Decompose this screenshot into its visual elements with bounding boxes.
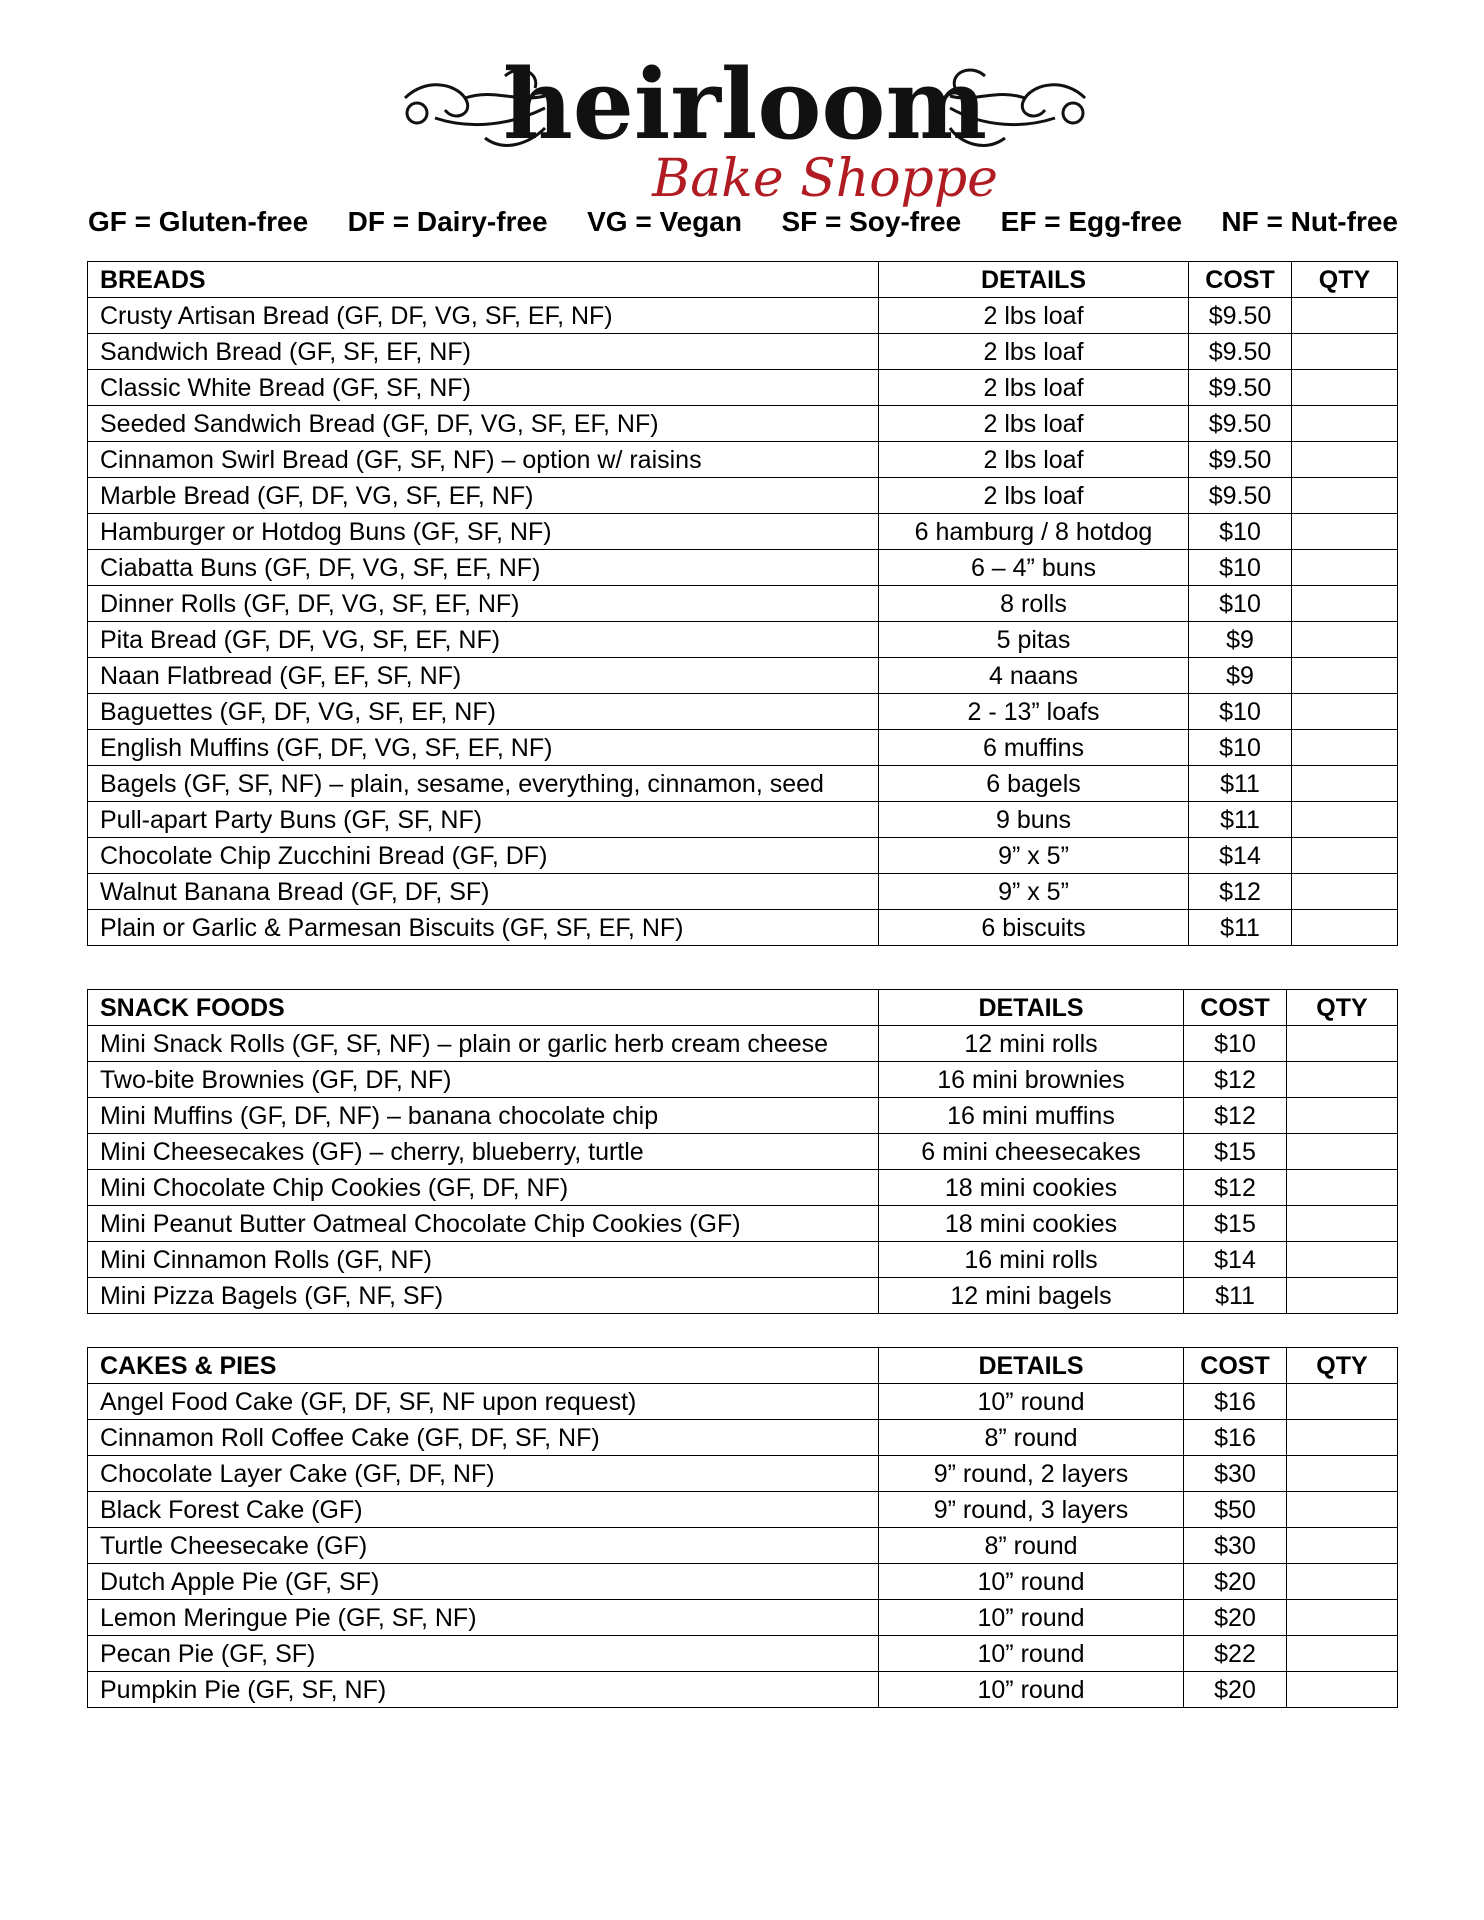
- item-details: 4 naans: [879, 658, 1189, 694]
- item-name: Black Forest Cake (GF): [88, 1492, 879, 1528]
- item-details: 8 rolls: [879, 586, 1189, 622]
- item-name: Chocolate Layer Cake (GF, DF, NF): [88, 1456, 879, 1492]
- legend-gluten-free: GF = Gluten-free: [88, 206, 309, 237]
- item-details: 5 pitas: [879, 622, 1189, 658]
- table-row: [88, 478, 1398, 514]
- item-details: 2 - 13” loafs: [879, 694, 1189, 730]
- item-name: Crusty Artisan Bread (GF, DF, VG, SF, EF, NF): [88, 298, 879, 334]
- item-qty-field[interactable]: [1287, 1062, 1398, 1098]
- item-cost: $9.50: [1189, 442, 1292, 478]
- item-name: Mini Cinnamon Rolls (GF, NF): [88, 1242, 879, 1278]
- item-name: Ciabatta Buns (GF, DF, VG, SF, EF, NF): [88, 550, 879, 586]
- item-name: Turtle Cheesecake (GF): [88, 1528, 879, 1564]
- item-cost: $10: [1189, 514, 1292, 550]
- table-row: [88, 550, 1398, 586]
- legend-vegan: VG = Vegan: [587, 206, 742, 237]
- table-row: [88, 406, 1398, 442]
- item-name: Angel Food Cake (GF, DF, SF, NF upon request): [88, 1384, 879, 1420]
- item-name: Bagels (GF, SF, NF) – plain, sesame, everything, cinnamon, seed: [88, 766, 879, 802]
- item-name: Mini Muffins (GF, DF, NF) – banana chocolate chip: [88, 1098, 879, 1134]
- table-row: [88, 1170, 1398, 1206]
- item-qty-field[interactable]: [1292, 874, 1398, 910]
- item-cost: $30: [1184, 1528, 1287, 1564]
- item-name: Classic White Bread (GF, SF, NF): [88, 370, 879, 406]
- logo-secondary-text: Bake Shoppe: [652, 149, 998, 209]
- item-name: Hamburger or Hotdog Buns (GF, SF, NF): [88, 514, 879, 550]
- item-qty-field[interactable]: [1292, 586, 1398, 622]
- table-row: [88, 766, 1398, 802]
- item-qty-field[interactable]: [1292, 910, 1398, 946]
- item-details: 2 lbs loaf: [879, 406, 1189, 442]
- table-row: [88, 730, 1398, 766]
- item-cost: $16: [1184, 1384, 1287, 1420]
- details-column-header: DETAILS: [879, 262, 1189, 298]
- item-cost: $12: [1189, 874, 1292, 910]
- table-row: [88, 1026, 1398, 1062]
- item-details: 10” round: [879, 1636, 1184, 1672]
- table-row: [88, 1206, 1398, 1242]
- item-details: 6 bagels: [879, 766, 1189, 802]
- item-qty-field[interactable]: [1287, 1170, 1398, 1206]
- table-row: [88, 1134, 1398, 1170]
- item-cost: $12: [1184, 1098, 1287, 1134]
- item-cost: $10: [1189, 730, 1292, 766]
- item-name: Mini Snack Rolls (GF, SF, NF) – plain or garlic herb cream cheese: [88, 1026, 879, 1062]
- table-row: [88, 622, 1398, 658]
- snack-foods-table: [87, 989, 1398, 1314]
- table-row: [88, 1456, 1398, 1492]
- item-details: 8” round: [879, 1420, 1184, 1456]
- table-row: [88, 1492, 1398, 1528]
- section-title: SNACK FOODS: [88, 990, 879, 1026]
- table-row: [88, 658, 1398, 694]
- table-row: [88, 874, 1398, 910]
- item-cost: $20: [1184, 1600, 1287, 1636]
- table-row: [88, 1600, 1398, 1636]
- item-details: 12 mini bagels: [879, 1278, 1184, 1314]
- item-qty-field[interactable]: [1287, 1492, 1398, 1528]
- item-name: Naan Flatbread (GF, EF, SF, NF): [88, 658, 879, 694]
- item-cost: $10: [1184, 1026, 1287, 1062]
- item-details: 6 biscuits: [879, 910, 1189, 946]
- item-details: 2 lbs loaf: [879, 442, 1189, 478]
- item-details: 9” round, 3 layers: [879, 1492, 1184, 1528]
- table-row: [88, 838, 1398, 874]
- item-cost: $12: [1184, 1062, 1287, 1098]
- section-title: CAKES & PIES: [88, 1348, 879, 1384]
- details-column-header: DETAILS: [879, 990, 1184, 1026]
- item-cost: $11: [1184, 1278, 1287, 1314]
- item-cost: $9: [1189, 622, 1292, 658]
- qty-column-header: QTY: [1292, 262, 1398, 298]
- table-row: [88, 1420, 1398, 1456]
- item-name: Chocolate Chip Zucchini Bread (GF, DF): [88, 838, 879, 874]
- dietary-legend: [88, 206, 1398, 238]
- item-details: 6 – 4” buns: [879, 550, 1189, 586]
- table-row: [88, 1564, 1398, 1600]
- table-row: [88, 298, 1398, 334]
- table-row: [88, 694, 1398, 730]
- item-cost: $14: [1189, 838, 1292, 874]
- table-row: [88, 1278, 1398, 1314]
- item-cost: $11: [1189, 802, 1292, 838]
- item-name: Plain or Garlic & Parmesan Biscuits (GF, SF, EF, NF): [88, 910, 879, 946]
- item-qty-field[interactable]: [1287, 1636, 1398, 1672]
- item-cost: $9.50: [1189, 478, 1292, 514]
- qty-column-header: QTY: [1287, 990, 1398, 1026]
- item-cost: $10: [1189, 550, 1292, 586]
- table-row: [88, 442, 1398, 478]
- item-qty-field[interactable]: [1287, 1026, 1398, 1062]
- item-details: 10” round: [879, 1564, 1184, 1600]
- item-details: 18 mini cookies: [879, 1206, 1184, 1242]
- table-header-row: [88, 990, 1398, 1026]
- item-name: Pita Bread (GF, DF, VG, SF, EF, NF): [88, 622, 879, 658]
- item-name: Baguettes (GF, DF, VG, SF, EF, NF): [88, 694, 879, 730]
- item-cost: $20: [1184, 1564, 1287, 1600]
- item-qty-field[interactable]: [1287, 1672, 1398, 1708]
- table-row: [88, 1062, 1398, 1098]
- item-cost: $9: [1189, 658, 1292, 694]
- item-cost: $9.50: [1189, 370, 1292, 406]
- item-qty-field[interactable]: [1287, 1242, 1398, 1278]
- item-cost: $10: [1189, 694, 1292, 730]
- item-cost: $12: [1184, 1170, 1287, 1206]
- item-details: 2 lbs loaf: [879, 370, 1189, 406]
- item-name: English Muffins (GF, DF, VG, SF, EF, NF): [88, 730, 879, 766]
- item-details: 10” round: [879, 1672, 1184, 1708]
- item-name: Pecan Pie (GF, SF): [88, 1636, 879, 1672]
- item-qty-field[interactable]: [1287, 1206, 1398, 1242]
- item-name: Seeded Sandwich Bread (GF, DF, VG, SF, EF, NF): [88, 406, 879, 442]
- item-qty-field[interactable]: [1292, 802, 1398, 838]
- table-row: [88, 370, 1398, 406]
- item-details: 12 mini rolls: [879, 1026, 1184, 1062]
- item-qty-field[interactable]: [1292, 478, 1398, 514]
- item-qty-field[interactable]: [1292, 550, 1398, 586]
- item-name: Mini Cheesecakes (GF) – cherry, blueberry, turtle: [88, 1134, 879, 1170]
- item-name: Sandwich Bread (GF, SF, EF, NF): [88, 334, 879, 370]
- item-details: 8” round: [879, 1528, 1184, 1564]
- item-name: Lemon Meringue Pie (GF, SF, NF): [88, 1600, 879, 1636]
- section-title: BREADS: [88, 262, 879, 298]
- item-qty-field[interactable]: [1292, 838, 1398, 874]
- item-cost: $11: [1189, 766, 1292, 802]
- item-cost: $15: [1184, 1134, 1287, 1170]
- item-qty-field[interactable]: [1292, 406, 1398, 442]
- item-qty-field[interactable]: [1287, 1098, 1398, 1134]
- item-name: Walnut Banana Bread (GF, DF, SF): [88, 874, 879, 910]
- item-details: 2 lbs loaf: [879, 298, 1189, 334]
- item-qty-field[interactable]: [1292, 658, 1398, 694]
- item-name: Cinnamon Roll Coffee Cake (GF, DF, SF, NF): [88, 1420, 879, 1456]
- legend-nut-free: NF = Nut-free: [1221, 206, 1398, 237]
- item-details: 9 buns: [879, 802, 1189, 838]
- item-cost: $16: [1184, 1420, 1287, 1456]
- table-row: [88, 1384, 1398, 1420]
- item-details: 2 lbs loaf: [879, 334, 1189, 370]
- table-row: [88, 802, 1398, 838]
- item-details: 9” x 5”: [879, 838, 1189, 874]
- item-details: 9” x 5”: [879, 874, 1189, 910]
- item-qty-field[interactable]: [1287, 1420, 1398, 1456]
- item-qty-field[interactable]: [1292, 766, 1398, 802]
- item-name: Mini Chocolate Chip Cookies (GF, DF, NF): [88, 1170, 879, 1206]
- item-details: 2 lbs loaf: [879, 478, 1189, 514]
- table-header-row: [88, 1348, 1398, 1384]
- qty-column-header: QTY: [1287, 1348, 1398, 1384]
- item-qty-field[interactable]: [1287, 1384, 1398, 1420]
- item-qty-field[interactable]: [1287, 1456, 1398, 1492]
- item-qty-field[interactable]: [1292, 334, 1398, 370]
- breads-table: [87, 261, 1398, 946]
- item-qty-field[interactable]: [1292, 370, 1398, 406]
- item-name: Mini Peanut Butter Oatmeal Chocolate Chip Cookies (GF): [88, 1206, 879, 1242]
- table-row: [88, 514, 1398, 550]
- item-details: 18 mini cookies: [879, 1170, 1184, 1206]
- item-qty-field[interactable]: [1292, 298, 1398, 334]
- table-row: [88, 1242, 1398, 1278]
- logo-artwork: [395, 48, 1095, 209]
- details-column-header: DETAILS: [879, 1348, 1184, 1384]
- item-cost: $9.50: [1189, 298, 1292, 334]
- item-details: 10” round: [879, 1384, 1184, 1420]
- table-row: [88, 910, 1398, 946]
- item-name: Dinner Rolls (GF, DF, VG, SF, EF, NF): [88, 586, 879, 622]
- item-cost: $22: [1184, 1636, 1287, 1672]
- item-qty-field[interactable]: [1287, 1528, 1398, 1564]
- table-row: [88, 1098, 1398, 1134]
- item-cost: $9.50: [1189, 334, 1292, 370]
- item-name: Cinnamon Swirl Bread (GF, SF, NF) – option w/ raisins: [88, 442, 879, 478]
- item-qty-field[interactable]: [1292, 622, 1398, 658]
- item-qty-field[interactable]: [1292, 514, 1398, 550]
- item-cost: $14: [1184, 1242, 1287, 1278]
- cost-column-header: COST: [1189, 262, 1292, 298]
- item-name: Pull-apart Party Buns (GF, SF, NF): [88, 802, 879, 838]
- item-cost: $9.50: [1189, 406, 1292, 442]
- item-details: 10” round: [879, 1600, 1184, 1636]
- item-details: 6 hamburg / 8 hotdog: [879, 514, 1189, 550]
- table-row: [88, 1528, 1398, 1564]
- item-qty-field[interactable]: [1287, 1134, 1398, 1170]
- table-row: [88, 1636, 1398, 1672]
- table-row: [88, 1672, 1398, 1708]
- item-details: 6 mini cheesecakes: [879, 1134, 1184, 1170]
- cost-column-header: COST: [1184, 1348, 1287, 1384]
- table-row: [88, 586, 1398, 622]
- item-cost: $15: [1184, 1206, 1287, 1242]
- cakes-pies-table: [87, 1347, 1398, 1708]
- item-cost: $20: [1184, 1672, 1287, 1708]
- logo-primary-text: heirloom: [502, 48, 988, 161]
- item-name: Two-bite Brownies (GF, DF, NF): [88, 1062, 879, 1098]
- item-cost: $10: [1189, 586, 1292, 622]
- item-details: 16 mini muffins: [879, 1098, 1184, 1134]
- item-name: Pumpkin Pie (GF, SF, NF): [88, 1672, 879, 1708]
- item-cost: $50: [1184, 1492, 1287, 1528]
- item-name: Marble Bread (GF, DF, VG, SF, EF, NF): [88, 478, 879, 514]
- table-row: [88, 334, 1398, 370]
- cost-column-header: COST: [1184, 990, 1287, 1026]
- table-header-row: [88, 262, 1398, 298]
- item-qty-field[interactable]: [1287, 1278, 1398, 1314]
- legend-egg-free: EF = Egg-free: [1000, 206, 1182, 237]
- legend-soy-free: SF = Soy-free: [781, 206, 962, 237]
- item-cost: $11: [1189, 910, 1292, 946]
- item-qty-field[interactable]: [1292, 730, 1398, 766]
- item-details: 16 mini rolls: [879, 1242, 1184, 1278]
- item-cost: $30: [1184, 1456, 1287, 1492]
- item-details: 9” round, 2 layers: [879, 1456, 1184, 1492]
- item-name: Dutch Apple Pie (GF, SF): [88, 1564, 879, 1600]
- item-qty-field[interactable]: [1287, 1600, 1398, 1636]
- item-name: Mini Pizza Bagels (GF, NF, SF): [88, 1278, 879, 1314]
- bakery-logo: [395, 48, 1095, 209]
- item-qty-field[interactable]: [1292, 694, 1398, 730]
- item-qty-field[interactable]: [1292, 442, 1398, 478]
- item-details: 6 muffins: [879, 730, 1189, 766]
- item-qty-field[interactable]: [1287, 1564, 1398, 1600]
- item-details: 16 mini brownies: [879, 1062, 1184, 1098]
- legend-dairy-free: DF = Dairy-free: [347, 206, 548, 237]
